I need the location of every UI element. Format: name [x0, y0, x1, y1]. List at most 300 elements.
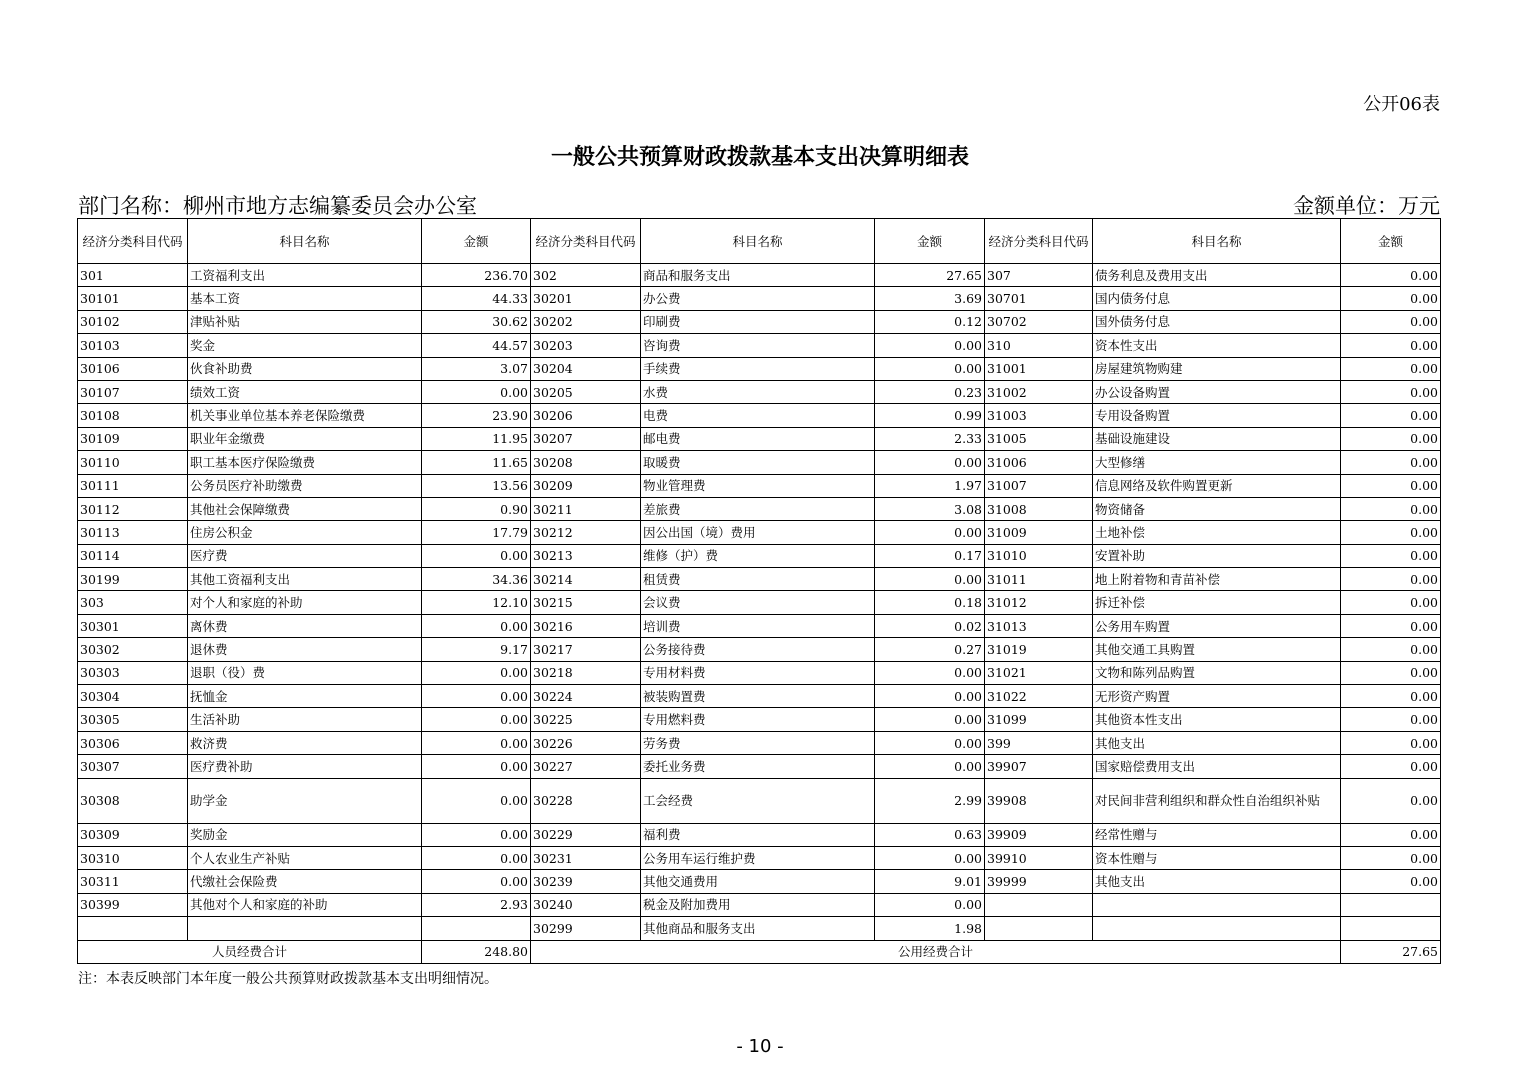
row-name: 工资福利支出 — [188, 264, 422, 287]
row-name: 津贴补贴 — [188, 310, 422, 333]
public-total-value: 27.65 — [1341, 940, 1441, 963]
row-amount: 0.00 — [422, 661, 531, 684]
row-name: 会议费 — [641, 591, 875, 614]
header-amount: 金额 — [422, 219, 531, 264]
row-name: 绩效工资 — [188, 380, 422, 403]
row-amount: 0.00 — [1341, 638, 1441, 661]
row-name: 无形资产购置 — [1093, 685, 1341, 708]
row-amount: 0.00 — [1341, 451, 1441, 474]
row-code: 30202 — [531, 310, 641, 333]
row-code — [985, 917, 1093, 940]
row-code: 31019 — [985, 638, 1093, 661]
row-amount: 236.70 — [422, 264, 531, 287]
table-row — [78, 310, 1441, 333]
amount-unit-label: 金额单位：万元 — [1293, 194, 1440, 218]
row-code: 30214 — [531, 568, 641, 591]
row-amount: 9.17 — [422, 638, 531, 661]
row-amount: 0.00 — [1341, 870, 1441, 893]
row-amount: 0.00 — [422, 380, 531, 403]
row-amount: 27.65 — [875, 264, 985, 287]
row-code: 30111 — [78, 474, 188, 497]
row-code: 30109 — [78, 427, 188, 450]
row-amount: 0.00 — [422, 544, 531, 567]
row-amount: 0.00 — [1341, 685, 1441, 708]
row-name: 奖金 — [188, 334, 422, 357]
row-name: 租赁费 — [641, 568, 875, 591]
row-amount: 0.00 — [875, 708, 985, 731]
row-name: 经常性赠与 — [1093, 823, 1341, 846]
row-name: 其他商品和服务支出 — [641, 917, 875, 940]
row-amount: 0.00 — [1341, 846, 1441, 869]
row-name: 福利费 — [641, 823, 875, 846]
row-amount: 0.00 — [422, 778, 531, 823]
row-amount: 0.12 — [875, 310, 985, 333]
row-code: 310 — [985, 334, 1093, 357]
row-amount: 0.00 — [1341, 497, 1441, 520]
row-name: 物业管理费 — [641, 474, 875, 497]
header-code: 经济分类科目代码 — [531, 219, 641, 264]
row-amount: 0.00 — [1341, 264, 1441, 287]
table-row — [78, 357, 1441, 380]
row-name: 专用设备购置 — [1093, 404, 1341, 427]
table-row — [78, 870, 1441, 893]
row-code: 30211 — [531, 497, 641, 520]
row-name: 商品和服务支出 — [641, 264, 875, 287]
row-name: 拆迁补偿 — [1093, 591, 1341, 614]
row-name: 水费 — [641, 380, 875, 403]
row-amount: 0.00 — [1341, 521, 1441, 544]
page-title: 一般公共预算财政拨款基本支出决算明细表 — [550, 144, 969, 170]
row-code: 31005 — [985, 427, 1093, 450]
row-amount: 0.27 — [875, 638, 985, 661]
row-code: 30103 — [78, 334, 188, 357]
row-code: 31007 — [985, 474, 1093, 497]
row-name: 安置补助 — [1093, 544, 1341, 567]
row-code: 30225 — [531, 708, 641, 731]
row-code: 30206 — [531, 404, 641, 427]
row-amount: 11.95 — [422, 427, 531, 450]
row-code: 301 — [78, 264, 188, 287]
row-code: 30199 — [78, 568, 188, 591]
row-name: 公务员医疗补助缴费 — [188, 474, 422, 497]
table-row — [78, 708, 1441, 731]
row-code: 30113 — [78, 521, 188, 544]
row-amount: 34.36 — [422, 568, 531, 591]
row-amount: 0.00 — [422, 731, 531, 754]
row-name: 印刷费 — [641, 310, 875, 333]
row-amount: 0.00 — [1341, 310, 1441, 333]
row-name: 职业年金缴费 — [188, 427, 422, 450]
row-name — [188, 917, 422, 940]
row-amount: 0.00 — [1341, 287, 1441, 310]
row-name: 退职（役）费 — [188, 661, 422, 684]
row-name — [1093, 893, 1341, 916]
row-name: 房屋建筑物购建 — [1093, 357, 1341, 380]
row-amount: 0.00 — [1341, 544, 1441, 567]
row-amount: 0.00 — [1341, 404, 1441, 427]
header-code: 经济分类科目代码 — [985, 219, 1093, 264]
row-amount: 0.00 — [875, 755, 985, 778]
row-name: 资本性赠与 — [1093, 846, 1341, 869]
row-code: 31002 — [985, 380, 1093, 403]
row-name: 专用燃料费 — [641, 708, 875, 731]
row-name: 其他交通工具购置 — [1093, 638, 1341, 661]
table-row — [78, 685, 1441, 708]
table-row — [78, 427, 1441, 450]
row-name: 公务接待费 — [641, 638, 875, 661]
row-code: 31021 — [985, 661, 1093, 684]
row-amount: 0.00 — [1341, 380, 1441, 403]
row-amount: 0.00 — [875, 846, 985, 869]
table-row — [78, 731, 1441, 754]
row-name: 其他资本性支出 — [1093, 708, 1341, 731]
row-code: 30311 — [78, 870, 188, 893]
row-name: 对民间非营利组织和群众性自治组织补贴 — [1093, 778, 1341, 823]
row-code: 31012 — [985, 591, 1093, 614]
row-code: 30308 — [78, 778, 188, 823]
row-name: 其他对个人和家庭的补助 — [188, 893, 422, 916]
row-amount: 44.57 — [422, 334, 531, 357]
row-code: 30302 — [78, 638, 188, 661]
row-amount: 0.63 — [875, 823, 985, 846]
table-row — [78, 823, 1441, 846]
row-code: 30209 — [531, 474, 641, 497]
row-code: 31003 — [985, 404, 1093, 427]
row-name: 债务利息及费用支出 — [1093, 264, 1341, 287]
row-amount: 0.00 — [1341, 591, 1441, 614]
row-name: 手续费 — [641, 357, 875, 380]
row-amount: 0.00 — [875, 731, 985, 754]
row-name: 劳务费 — [641, 731, 875, 754]
row-code: 31013 — [985, 614, 1093, 637]
row-amount: 0.18 — [875, 591, 985, 614]
row-code: 30107 — [78, 380, 188, 403]
row-name: 职工基本医疗保险缴费 — [188, 451, 422, 474]
row-amount: 0.00 — [875, 568, 985, 591]
row-code: 39909 — [985, 823, 1093, 846]
row-code: 30229 — [531, 823, 641, 846]
row-code: 30307 — [78, 755, 188, 778]
row-amount: 9.01 — [875, 870, 985, 893]
row-name: 咨询费 — [641, 334, 875, 357]
row-code: 303 — [78, 591, 188, 614]
row-amount: 23.90 — [422, 404, 531, 427]
row-amount: 0.02 — [875, 614, 985, 637]
row-code: 31010 — [985, 544, 1093, 567]
row-name: 被装购置费 — [641, 685, 875, 708]
row-code: 30216 — [531, 614, 641, 637]
row-name: 退休费 — [188, 638, 422, 661]
row-code: 30702 — [985, 310, 1093, 333]
header-name: 科目名称 — [1093, 219, 1341, 264]
row-amount: 0.00 — [1341, 427, 1441, 450]
row-name: 其他交通费用 — [641, 870, 875, 893]
row-name: 基础设施建设 — [1093, 427, 1341, 450]
row-amount: 0.00 — [1341, 474, 1441, 497]
row-code: 39907 — [985, 755, 1093, 778]
row-name: 助学金 — [188, 778, 422, 823]
row-name: 其他支出 — [1093, 870, 1341, 893]
header-amount: 金额 — [1341, 219, 1441, 264]
row-name: 邮电费 — [641, 427, 875, 450]
table-row — [78, 334, 1441, 357]
table-row — [78, 661, 1441, 684]
row-amount: 30.62 — [422, 310, 531, 333]
row-code: 31022 — [985, 685, 1093, 708]
row-code: 30218 — [531, 661, 641, 684]
row-code: 30310 — [78, 846, 188, 869]
row-name: 文物和陈列品购置 — [1093, 661, 1341, 684]
row-amount: 0.23 — [875, 380, 985, 403]
table-row — [78, 287, 1441, 310]
row-name: 国家赔偿费用支出 — [1093, 755, 1341, 778]
row-name: 公务用车运行维护费 — [641, 846, 875, 869]
row-code: 30203 — [531, 334, 641, 357]
table-row — [78, 638, 1441, 661]
row-code: 30701 — [985, 287, 1093, 310]
table-row — [78, 591, 1441, 614]
row-amount: 0.00 — [422, 823, 531, 846]
row-amount: 0.00 — [1341, 823, 1441, 846]
row-name: 公务用车购置 — [1093, 614, 1341, 637]
row-name: 代缴社会保险费 — [188, 870, 422, 893]
row-code: 30114 — [78, 544, 188, 567]
row-name: 国外债务付息 — [1093, 310, 1341, 333]
row-amount: 1.98 — [875, 917, 985, 940]
row-name: 专用材料费 — [641, 661, 875, 684]
row-amount: 1.97 — [875, 474, 985, 497]
row-amount: 3.69 — [875, 287, 985, 310]
row-code: 30224 — [531, 685, 641, 708]
row-amount: 0.00 — [1341, 708, 1441, 731]
row-code: 30227 — [531, 755, 641, 778]
row-amount: 44.33 — [422, 287, 531, 310]
row-name: 对个人和家庭的补助 — [188, 591, 422, 614]
row-code: 30108 — [78, 404, 188, 427]
row-amount: 0.00 — [875, 451, 985, 474]
row-code: 39908 — [985, 778, 1093, 823]
expenditure-table — [77, 218, 1441, 964]
row-code: 30207 — [531, 427, 641, 450]
row-name: 培训费 — [641, 614, 875, 637]
row-code: 30309 — [78, 823, 188, 846]
row-name: 奖励金 — [188, 823, 422, 846]
row-name: 办公费 — [641, 287, 875, 310]
row-name: 因公出国（境）费用 — [641, 521, 875, 544]
row-name: 其他社会保障缴费 — [188, 497, 422, 520]
row-amount: 17.79 — [422, 521, 531, 544]
table-row — [78, 264, 1441, 287]
row-name: 电费 — [641, 404, 875, 427]
row-name: 救济费 — [188, 731, 422, 754]
header-name: 科目名称 — [188, 219, 422, 264]
row-amount: 2.93 — [422, 893, 531, 916]
row-amount: 0.00 — [1341, 568, 1441, 591]
row-code: 30201 — [531, 287, 641, 310]
table-header-row — [78, 219, 1441, 264]
row-code: 31009 — [985, 521, 1093, 544]
row-name: 住房公积金 — [188, 521, 422, 544]
row-amount: 0.00 — [875, 893, 985, 916]
row-amount: 0.00 — [1341, 614, 1441, 637]
row-amount: 0.00 — [875, 521, 985, 544]
department-label: 部门名称：柳州市地方志编纂委员会办公室 — [78, 194, 477, 218]
row-code: 31006 — [985, 451, 1093, 474]
row-name: 物资储备 — [1093, 497, 1341, 520]
row-name: 取暖费 — [641, 451, 875, 474]
row-amount: 0.00 — [875, 334, 985, 357]
row-name — [1093, 917, 1341, 940]
row-code: 30212 — [531, 521, 641, 544]
table-row — [78, 846, 1441, 869]
table-row — [78, 544, 1441, 567]
table-row — [78, 778, 1441, 823]
table-row — [78, 451, 1441, 474]
row-name: 维修（护）费 — [641, 544, 875, 567]
header-name: 科目名称 — [641, 219, 875, 264]
row-name: 离休费 — [188, 614, 422, 637]
row-name: 土地补偿 — [1093, 521, 1341, 544]
row-code: 30303 — [78, 661, 188, 684]
row-code: 307 — [985, 264, 1093, 287]
form-number: 公开06表 — [1363, 94, 1440, 115]
row-amount: 3.07 — [422, 357, 531, 380]
table-row — [78, 614, 1441, 637]
row-name: 资本性支出 — [1093, 334, 1341, 357]
row-amount: 0.00 — [422, 870, 531, 893]
row-amount: 0.90 — [422, 497, 531, 520]
table-row — [78, 755, 1441, 778]
table-row — [78, 380, 1441, 403]
row-code: 39999 — [985, 870, 1093, 893]
row-amount: 12.10 — [422, 591, 531, 614]
row-code: 31099 — [985, 708, 1093, 731]
public-total-label: 公用经费合计 — [531, 940, 1341, 963]
table-row — [78, 917, 1441, 940]
row-amount: 0.00 — [422, 846, 531, 869]
row-code: 30217 — [531, 638, 641, 661]
row-code: 30240 — [531, 893, 641, 916]
row-amount: 0.99 — [875, 404, 985, 427]
table-note: 注：本表反映部门本年度一般公共预算财政拨款基本支出明细情况。 — [78, 971, 498, 987]
table-row — [78, 521, 1441, 544]
row-amount: 11.65 — [422, 451, 531, 474]
row-name: 税金及附加费用 — [641, 893, 875, 916]
row-name: 医疗费补助 — [188, 755, 422, 778]
row-amount: 0.00 — [875, 685, 985, 708]
row-code: 30204 — [531, 357, 641, 380]
row-name: 基本工资 — [188, 287, 422, 310]
row-amount: 0.00 — [875, 661, 985, 684]
row-code: 39910 — [985, 846, 1093, 869]
row-amount: 0.00 — [1341, 755, 1441, 778]
row-code: 30110 — [78, 451, 188, 474]
row-name: 办公设备购置 — [1093, 380, 1341, 403]
row-amount: 13.56 — [422, 474, 531, 497]
row-name: 信息网络及软件购置更新 — [1093, 474, 1341, 497]
row-code: 30101 — [78, 287, 188, 310]
row-name: 医疗费 — [188, 544, 422, 567]
row-name: 生活补助 — [188, 708, 422, 731]
row-code: 31011 — [985, 568, 1093, 591]
row-amount: 0.00 — [422, 755, 531, 778]
header-amount: 金额 — [875, 219, 985, 264]
row-code: 30305 — [78, 708, 188, 731]
header-code: 经济分类科目代码 — [78, 219, 188, 264]
row-amount: 0.17 — [875, 544, 985, 567]
row-amount: 0.00 — [422, 708, 531, 731]
row-code: 30304 — [78, 685, 188, 708]
row-name: 国内债务付息 — [1093, 287, 1341, 310]
table-row — [78, 474, 1441, 497]
row-code: 31001 — [985, 357, 1093, 380]
row-amount: 3.08 — [875, 497, 985, 520]
row-amount: 0.00 — [1341, 731, 1441, 754]
row-name: 伙食补助费 — [188, 357, 422, 380]
row-amount: 0.00 — [422, 685, 531, 708]
row-code: 30205 — [531, 380, 641, 403]
row-name: 其他支出 — [1093, 731, 1341, 754]
row-name: 委托业务费 — [641, 755, 875, 778]
row-code: 30208 — [531, 451, 641, 474]
row-code: 30306 — [78, 731, 188, 754]
row-amount: 0.00 — [1341, 778, 1441, 823]
table-row — [78, 497, 1441, 520]
row-code: 30301 — [78, 614, 188, 637]
row-amount: 0.00 — [1341, 357, 1441, 380]
row-name: 抚恤金 — [188, 685, 422, 708]
row-name: 大型修缮 — [1093, 451, 1341, 474]
table-row — [78, 404, 1441, 427]
row-code: 30228 — [531, 778, 641, 823]
row-code: 30231 — [531, 846, 641, 869]
row-code: 30215 — [531, 591, 641, 614]
row-amount — [1341, 917, 1441, 940]
row-amount: 0.00 — [1341, 334, 1441, 357]
row-name: 机关事业单位基本养老保险缴费 — [188, 404, 422, 427]
row-amount: 0.00 — [422, 614, 531, 637]
row-code: 399 — [985, 731, 1093, 754]
row-amount: 0.00 — [875, 357, 985, 380]
personnel-total-value: 248.80 — [422, 940, 531, 963]
table-row — [78, 568, 1441, 591]
row-amount — [422, 917, 531, 940]
totals-row — [78, 940, 1441, 963]
row-amount: 2.33 — [875, 427, 985, 450]
row-amount: 0.00 — [1341, 661, 1441, 684]
row-code: 30112 — [78, 497, 188, 520]
row-amount: 2.99 — [875, 778, 985, 823]
row-name: 差旅费 — [641, 497, 875, 520]
row-name: 其他工资福利支出 — [188, 568, 422, 591]
row-code: 30102 — [78, 310, 188, 333]
row-code: 30213 — [531, 544, 641, 567]
page-number: - 10 - — [736, 1036, 784, 1057]
table-row — [78, 893, 1441, 916]
row-code: 30106 — [78, 357, 188, 380]
row-name: 地上附着物和青苗补偿 — [1093, 568, 1341, 591]
row-code: 30299 — [531, 917, 641, 940]
row-code — [78, 917, 188, 940]
row-code — [985, 893, 1093, 916]
row-code: 30239 — [531, 870, 641, 893]
row-name: 工会经费 — [641, 778, 875, 823]
row-code: 31008 — [985, 497, 1093, 520]
personnel-total-label: 人员经费合计 — [78, 940, 422, 963]
row-amount — [1341, 893, 1441, 916]
row-name: 个人农业生产补贴 — [188, 846, 422, 869]
row-code: 302 — [531, 264, 641, 287]
